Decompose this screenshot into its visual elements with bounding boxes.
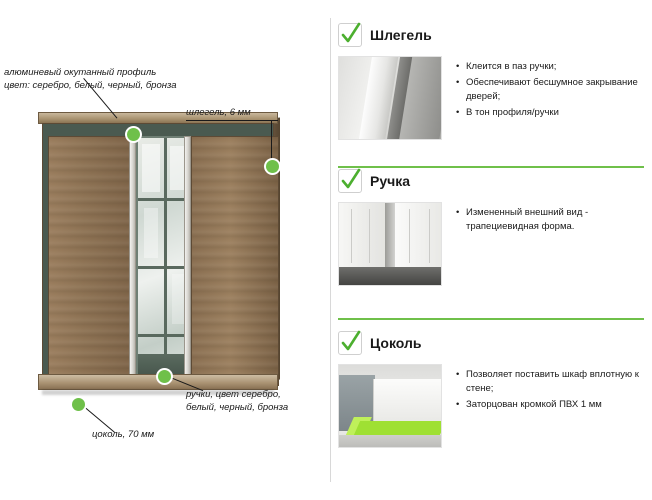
feature-body-tsokol: [338, 364, 644, 448]
leader-line-shlegel-horizontal: [186, 120, 278, 121]
bullet-item: • Измененный внешний вид - трапециевидная форма.: [466, 206, 644, 234]
wardrobe-frame-bar-right: [184, 136, 191, 386]
check-icon: [338, 169, 362, 193]
feature-section-shlegel: [338, 22, 644, 162]
feature-title-ruchka: Ручка: [370, 173, 411, 189]
leader-line-shlegel: [271, 120, 272, 162]
bullet-item: • Клеится в паз ручки;: [466, 60, 644, 74]
note-plinth-line-1: цоколь, 70 мм: [92, 429, 155, 440]
plinth-photo: [338, 364, 442, 448]
feature-title-shlegel: Шлегель: [370, 27, 432, 43]
feature-body-shlegel: [338, 56, 644, 140]
feature-header-shlegel: [338, 22, 644, 48]
bullet-item: • Обеспечивают бесшумное закрывание дверей;: [466, 76, 644, 104]
wardrobe-door-left: [48, 136, 136, 386]
note-handle-line-1: ручки, цвет серебро,: [186, 389, 281, 400]
handle-photo: [338, 202, 442, 286]
wardrobe-door-right: [191, 136, 279, 386]
check-icon: [338, 331, 362, 355]
section-rule-tsokol: [338, 318, 644, 320]
feature-list-panel: [330, 0, 652, 500]
feature-bullets-shlegel: [454, 56, 644, 140]
note-profile-line-2: цвет: серебро, белый, черный, бронза: [4, 80, 177, 91]
note-shlegel: [186, 106, 251, 119]
feature-header-ruchka: [338, 168, 644, 194]
feature-section-ruchka: [338, 168, 644, 304]
feature-body-ruchka: [338, 202, 644, 286]
wardrobe-frame-bar-left: [129, 136, 136, 386]
wardrobe-body: [42, 123, 274, 375]
feature-section-tsokol: [338, 330, 644, 480]
feature-title-tsokol: Цоколь: [370, 335, 422, 351]
callout-dot-handle[interactable]: [158, 370, 171, 383]
callout-dot-shlegel[interactable]: [266, 160, 279, 173]
feature-bullets-tsokol: [454, 364, 644, 448]
note-shlegel-line-1: шлегель, 6 мм: [186, 107, 251, 118]
feature-bullets-ruchka: [454, 202, 644, 286]
note-handle: [186, 388, 288, 414]
callout-dot-profile[interactable]: [127, 128, 140, 141]
bullet-item: • Заторцован кромкой ПВХ 1 мм: [466, 398, 644, 412]
shlegel-photo: [338, 56, 442, 140]
note-profile: [4, 66, 177, 92]
note-handle-line-2: белый, черный, бронза: [186, 402, 289, 413]
bullet-item: • В тон профиля/ручки: [466, 106, 644, 120]
note-profile-line-1: алюминевый окутанный профиль: [4, 67, 157, 78]
wardrobe-drawing: [38, 112, 278, 402]
check-icon: [338, 23, 362, 47]
note-plinth: [92, 428, 154, 441]
callout-dot-plinth[interactable]: [72, 398, 85, 411]
bullet-item: • Позволяет поставить шкаф вплотную к стене;: [466, 368, 644, 396]
feature-header-tsokol: [338, 330, 644, 356]
